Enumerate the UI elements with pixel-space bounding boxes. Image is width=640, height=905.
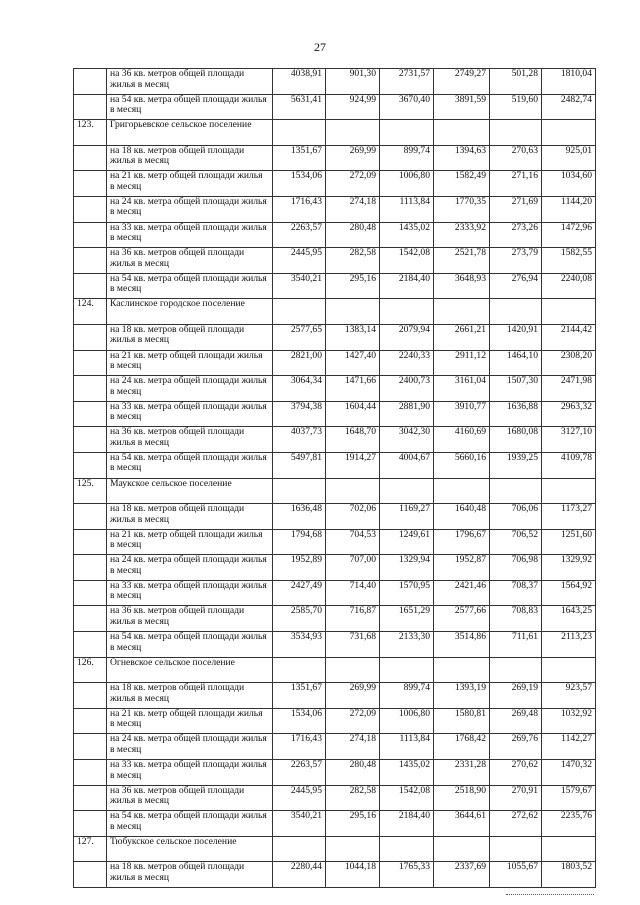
value-cell: 273,79 (490, 248, 542, 274)
value-cell: 1604,44 (326, 401, 380, 427)
table-row (74, 734, 596, 760)
value-cell: 1034,60 (542, 171, 596, 197)
table-row (74, 69, 596, 95)
row-number-cell (74, 811, 107, 837)
value-cell: 1765,33 (380, 862, 434, 888)
value-cell: 1640,48 (434, 504, 490, 530)
row-label-cell: на 21 кв. метр общей площади жилья в месяц (107, 350, 273, 376)
value-cell: 1648,70 (326, 427, 380, 453)
row-label-cell: на 54 кв. метра общей площади жилья в месяц (107, 811, 273, 837)
value-cell: 2079,94 (380, 324, 434, 350)
row-number-cell (74, 555, 107, 581)
row-number-cell: 127. (74, 836, 107, 862)
row-label-cell: на 33 кв. метра общей площади жилья в месяц (107, 222, 273, 248)
value-cell (380, 478, 434, 504)
row-label-cell: Григорьевское сельское поселение (107, 120, 273, 146)
value-cell: 1044,18 (326, 862, 380, 888)
value-cell: 1534,06 (273, 708, 326, 734)
row-label-cell: на 36 кв. метров общей площади жилья в месяц (107, 606, 273, 632)
value-cell (434, 836, 490, 862)
row-number-cell: 125. (74, 478, 107, 504)
value-cell: 1471,66 (326, 376, 380, 402)
row-number-cell (74, 708, 107, 734)
value-cell: 4160,69 (434, 427, 490, 453)
value-cell: 274,18 (326, 196, 380, 222)
value-cell: 2482,74 (542, 94, 596, 120)
row-number-cell (74, 401, 107, 427)
row-label-cell: на 36 кв. метров общей площади жилья в месяц (107, 785, 273, 811)
row-label-cell: Маукское сельское поселение (107, 478, 273, 504)
value-cell: 274,18 (326, 734, 380, 760)
value-cell: 2331,28 (434, 760, 490, 786)
row-label-cell: на 33 кв. метра общей площади жилья в месяц (107, 580, 273, 606)
value-cell: 3644,61 (434, 811, 490, 837)
value-cell (434, 120, 490, 146)
value-cell: 3064,34 (273, 376, 326, 402)
value-cell (273, 836, 326, 862)
value-cell: 269,99 (326, 683, 380, 709)
value-cell: 273,26 (490, 222, 542, 248)
row-label-cell: на 18 кв. метров общей площади жилья в месяц (107, 504, 273, 530)
row-label-cell: на 24 кв. метра общей площади жилья в месяц (107, 555, 273, 581)
value-cell: 706,06 (490, 504, 542, 530)
value-cell (434, 299, 490, 325)
value-cell: 282,58 (326, 785, 380, 811)
value-cell: 1579,67 (542, 785, 596, 811)
value-cell: 702,06 (326, 504, 380, 530)
table-row (74, 94, 596, 120)
row-label-cell: на 18 кв. метров общей площади жилья в месяц (107, 324, 273, 350)
value-cell: 708,37 (490, 580, 542, 606)
row-number-cell (74, 69, 107, 95)
value-cell: 716,87 (326, 606, 380, 632)
value-cell (542, 478, 596, 504)
table-row (74, 248, 596, 274)
value-cell: 1580,81 (434, 708, 490, 734)
value-cell: 1435,02 (380, 222, 434, 248)
value-cell: 925,01 (542, 145, 596, 171)
page-number: 27 (314, 40, 326, 54)
value-cell: 1006,80 (380, 708, 434, 734)
table-row (74, 504, 596, 530)
value-cell (273, 478, 326, 504)
value-cell: 2280,44 (273, 862, 326, 888)
value-cell: 295,16 (326, 273, 380, 299)
value-cell: 1144,20 (542, 196, 596, 222)
row-number-cell (74, 376, 107, 402)
value-cell: 519,60 (490, 94, 542, 120)
value-cell: 5631,41 (273, 94, 326, 120)
row-number-cell (74, 273, 107, 299)
value-cell: 1534,06 (273, 171, 326, 197)
table-row (74, 811, 596, 837)
row-label-cell: Каслинское городское поселение (107, 299, 273, 325)
value-cell: 295,16 (326, 811, 380, 837)
value-cell: 1570,95 (380, 580, 434, 606)
value-cell: 2963,32 (542, 401, 596, 427)
table-row (74, 427, 596, 453)
value-cell (273, 120, 326, 146)
value-cell: 3540,21 (273, 811, 326, 837)
row-label-cell: на 24 кв. метра общей площади жилья в месяц (107, 376, 273, 402)
row-label-cell: на 18 кв. метров общей площади жилья в месяц (107, 862, 273, 888)
row-number-cell (74, 504, 107, 530)
table-body (74, 69, 596, 888)
value-cell: 3891,59 (434, 94, 490, 120)
value-cell: 706,52 (490, 529, 542, 555)
table-row (74, 785, 596, 811)
value-cell: 923,57 (542, 683, 596, 709)
value-cell: 2240,33 (380, 350, 434, 376)
value-cell: 280,48 (326, 760, 380, 786)
value-cell: 1251,60 (542, 529, 596, 555)
value-cell (326, 299, 380, 325)
value-cell: 1651,29 (380, 606, 434, 632)
value-cell: 3161,04 (434, 376, 490, 402)
row-label-cell: на 21 кв. метр общей площади жилья в месяц (107, 171, 273, 197)
value-cell: 1716,43 (273, 196, 326, 222)
row-label-cell: на 21 кв. метр общей площади жилья в месяц (107, 708, 273, 734)
table-row (74, 478, 596, 504)
value-cell: 1542,08 (380, 248, 434, 274)
value-cell: 1643,25 (542, 606, 596, 632)
row-label-cell: на 36 кв. метров общей площади жилья в месяц (107, 427, 273, 453)
value-cell: 1142,27 (542, 734, 596, 760)
value-cell: 2749,27 (434, 69, 490, 95)
value-cell: 4109,78 (542, 452, 596, 478)
value-cell: 271,69 (490, 196, 542, 222)
value-cell: 269,99 (326, 145, 380, 171)
row-number-cell (74, 632, 107, 658)
value-cell: 1393,19 (434, 683, 490, 709)
value-cell: 1716,43 (273, 734, 326, 760)
value-cell: 2184,40 (380, 273, 434, 299)
value-cell (434, 478, 490, 504)
row-number-cell: 123. (74, 120, 107, 146)
value-cell: 2400,73 (380, 376, 434, 402)
table-row (74, 632, 596, 658)
value-cell: 1464,10 (490, 350, 542, 376)
value-cell: 1329,92 (542, 555, 596, 581)
value-cell: 899,74 (380, 145, 434, 171)
row-number-cell (74, 785, 107, 811)
row-number-cell (74, 171, 107, 197)
value-cell: 1770,35 (434, 196, 490, 222)
tariff-table (73, 68, 596, 888)
value-cell: 4038,91 (273, 69, 326, 95)
row-label-cell: на 18 кв. метров общей площади жилья в месяц (107, 145, 273, 171)
value-cell: 282,58 (326, 248, 380, 274)
value-cell: 272,09 (326, 171, 380, 197)
table-row (74, 452, 596, 478)
row-number-cell: 126. (74, 657, 107, 683)
value-cell: 1113,84 (380, 734, 434, 760)
value-cell: 1810,04 (542, 69, 596, 95)
value-cell: 1680,08 (490, 427, 542, 453)
value-cell: 270,63 (490, 145, 542, 171)
row-number-cell (74, 529, 107, 555)
value-cell: 3648,93 (434, 273, 490, 299)
row-number-cell (74, 606, 107, 632)
row-number-cell (74, 734, 107, 760)
value-cell: 2427,49 (273, 580, 326, 606)
table-row (74, 350, 596, 376)
value-cell: 1803,52 (542, 862, 596, 888)
value-cell (490, 836, 542, 862)
row-number-cell (74, 683, 107, 709)
value-cell: 1636,48 (273, 504, 326, 530)
table-row (74, 580, 596, 606)
value-cell (490, 657, 542, 683)
value-cell: 1472,96 (542, 222, 596, 248)
row-number-cell (74, 248, 107, 274)
value-cell (380, 299, 434, 325)
value-cell (326, 120, 380, 146)
value-cell: 3534,93 (273, 632, 326, 658)
value-cell: 2263,57 (273, 760, 326, 786)
table-row (74, 862, 596, 888)
value-cell: 2585,70 (273, 606, 326, 632)
row-number-cell (74, 580, 107, 606)
value-cell: 1939,25 (490, 452, 542, 478)
value-cell: 2521,78 (434, 248, 490, 274)
row-label-cell: на 24 кв. метра общей площади жилья в месяц (107, 734, 273, 760)
row-number-cell (74, 196, 107, 222)
value-cell (380, 657, 434, 683)
row-label-cell: Тюбукское сельское поселение (107, 836, 273, 862)
row-label-cell: на 54 кв. метра общей площади жилья в месяц (107, 94, 273, 120)
value-cell: 5497,81 (273, 452, 326, 478)
row-label-cell: на 36 кв. метров общей площади жилья в месяц (107, 248, 273, 274)
row-label-cell: на 21 кв. метр общей площади жилья в месяц (107, 529, 273, 555)
value-cell: 714,40 (326, 580, 380, 606)
row-label-cell: на 33 кв. метра общей площади жилья в месяц (107, 760, 273, 786)
row-number-cell (74, 145, 107, 171)
table-row (74, 401, 596, 427)
value-cell (542, 120, 596, 146)
value-cell: 1582,49 (434, 171, 490, 197)
value-cell: 2263,57 (273, 222, 326, 248)
value-cell: 2113,23 (542, 632, 596, 658)
value-cell: 2471,98 (542, 376, 596, 402)
value-cell: 276,94 (490, 273, 542, 299)
row-number-cell (74, 324, 107, 350)
row-number-cell (74, 862, 107, 888)
value-cell: 3670,40 (380, 94, 434, 120)
value-cell (542, 299, 596, 325)
value-cell: 1796,67 (434, 529, 490, 555)
row-number-cell (74, 760, 107, 786)
value-cell: 2881,90 (380, 401, 434, 427)
value-cell: 1952,89 (273, 555, 326, 581)
value-cell: 2445,95 (273, 785, 326, 811)
table-row (74, 273, 596, 299)
row-label-cell: на 18 кв. метров общей площади жилья в месяц (107, 683, 273, 709)
value-cell: 1542,08 (380, 785, 434, 811)
value-cell: 2337,69 (434, 862, 490, 888)
row-label-cell: на 36 кв. метров общей площади жилья в месяц (107, 69, 273, 95)
value-cell (434, 657, 490, 683)
value-cell (273, 657, 326, 683)
value-cell: 2821,00 (273, 350, 326, 376)
value-cell: 2911,12 (434, 350, 490, 376)
value-cell: 1636,88 (490, 401, 542, 427)
value-cell: 1032,92 (542, 708, 596, 734)
value-cell: 1420,91 (490, 324, 542, 350)
value-cell: 2144,42 (542, 324, 596, 350)
value-cell: 1055,67 (490, 862, 542, 888)
value-cell: 5660,16 (434, 452, 490, 478)
value-cell: 2731,57 (380, 69, 434, 95)
table-row (74, 171, 596, 197)
table-row (74, 683, 596, 709)
value-cell: 272,62 (490, 811, 542, 837)
value-cell (490, 120, 542, 146)
value-cell (380, 120, 434, 146)
value-cell: 1470,32 (542, 760, 596, 786)
value-cell: 708,83 (490, 606, 542, 632)
table-row (74, 120, 596, 146)
value-cell (490, 299, 542, 325)
row-label-cell: на 54 кв. метра общей площади жилья в месяц (107, 452, 273, 478)
value-cell: 3540,21 (273, 273, 326, 299)
value-cell: 1169,27 (380, 504, 434, 530)
row-number-cell (74, 452, 107, 478)
value-cell: 1564,92 (542, 580, 596, 606)
value-cell: 269,19 (490, 683, 542, 709)
value-cell: 1383,14 (326, 324, 380, 350)
value-cell: 2240,08 (542, 273, 596, 299)
row-number-cell (74, 94, 107, 120)
value-cell: 2661,21 (434, 324, 490, 350)
value-cell: 2445,95 (273, 248, 326, 274)
value-cell (326, 657, 380, 683)
value-cell: 2577,66 (434, 606, 490, 632)
value-cell: 2133,30 (380, 632, 434, 658)
value-cell: 1435,02 (380, 760, 434, 786)
table-row (74, 299, 596, 325)
value-cell: 707,00 (326, 555, 380, 581)
value-cell (273, 299, 326, 325)
value-cell: 270,91 (490, 785, 542, 811)
value-cell: 3042,30 (380, 427, 434, 453)
value-cell: 899,74 (380, 683, 434, 709)
value-cell: 704,53 (326, 529, 380, 555)
table-row (74, 760, 596, 786)
value-cell: 2421,46 (434, 580, 490, 606)
table-row (74, 555, 596, 581)
value-cell: 3910,77 (434, 401, 490, 427)
value-cell: 4004,67 (380, 452, 434, 478)
value-cell: 269,48 (490, 708, 542, 734)
value-cell: 3127,10 (542, 427, 596, 453)
value-cell (380, 836, 434, 862)
value-cell: 901,30 (326, 69, 380, 95)
value-cell: 1351,67 (273, 683, 326, 709)
table-row (74, 145, 596, 171)
row-number-cell (74, 427, 107, 453)
value-cell: 3794,38 (273, 401, 326, 427)
table-row (74, 376, 596, 402)
table-row (74, 657, 596, 683)
value-cell: 1427,40 (326, 350, 380, 376)
row-label-cell: на 54 кв. метра общей площади жилья в месяц (107, 273, 273, 299)
value-cell: 2518,90 (434, 785, 490, 811)
table-row (74, 222, 596, 248)
value-cell (542, 657, 596, 683)
value-cell (326, 478, 380, 504)
value-cell: 1351,67 (273, 145, 326, 171)
value-cell: 1006,80 (380, 171, 434, 197)
row-label-cell: на 54 кв. метра общей площади жилья в месяц (107, 632, 273, 658)
row-label-cell: на 33 кв. метра общей площади жилья в месяц (107, 401, 273, 427)
value-cell: 1507,30 (490, 376, 542, 402)
value-cell: 1794,68 (273, 529, 326, 555)
value-cell: 2577,65 (273, 324, 326, 350)
row-number-cell: 124. (74, 299, 107, 325)
value-cell: 1113,84 (380, 196, 434, 222)
value-cell: 271,16 (490, 171, 542, 197)
row-number-cell (74, 222, 107, 248)
value-cell: 1394,63 (434, 145, 490, 171)
table-row (74, 324, 596, 350)
value-cell (326, 836, 380, 862)
value-cell: 270,62 (490, 760, 542, 786)
table-row (74, 708, 596, 734)
value-cell (490, 478, 542, 504)
value-cell: 1249,61 (380, 529, 434, 555)
value-cell: 501,28 (490, 69, 542, 95)
value-cell: 272,09 (326, 708, 380, 734)
value-cell: 1914,27 (326, 452, 380, 478)
value-cell: 2235,76 (542, 811, 596, 837)
table-row (74, 836, 596, 862)
value-cell (542, 836, 596, 862)
value-cell: 706,98 (490, 555, 542, 581)
table-row (74, 196, 596, 222)
value-cell: 924,99 (326, 94, 380, 120)
value-cell: 731,68 (326, 632, 380, 658)
value-cell: 3514,86 (434, 632, 490, 658)
value-cell: 1173,27 (542, 504, 596, 530)
value-cell: 2333,92 (434, 222, 490, 248)
value-cell: 711,61 (490, 632, 542, 658)
value-cell: 1768,42 (434, 734, 490, 760)
footer-mark (506, 894, 594, 897)
value-cell: 280,48 (326, 222, 380, 248)
value-cell: 1952,87 (434, 555, 490, 581)
value-cell: 2184,40 (380, 811, 434, 837)
row-label-cell: Огневское сельское поселение (107, 657, 273, 683)
value-cell: 269,76 (490, 734, 542, 760)
table-row (74, 529, 596, 555)
row-label-cell: на 24 кв. метра общей площади жилья в месяц (107, 196, 273, 222)
table-row (74, 606, 596, 632)
value-cell: 1582,55 (542, 248, 596, 274)
value-cell: 1329,94 (380, 555, 434, 581)
value-cell: 4037,73 (273, 427, 326, 453)
value-cell: 2308,20 (542, 350, 596, 376)
row-number-cell (74, 350, 107, 376)
